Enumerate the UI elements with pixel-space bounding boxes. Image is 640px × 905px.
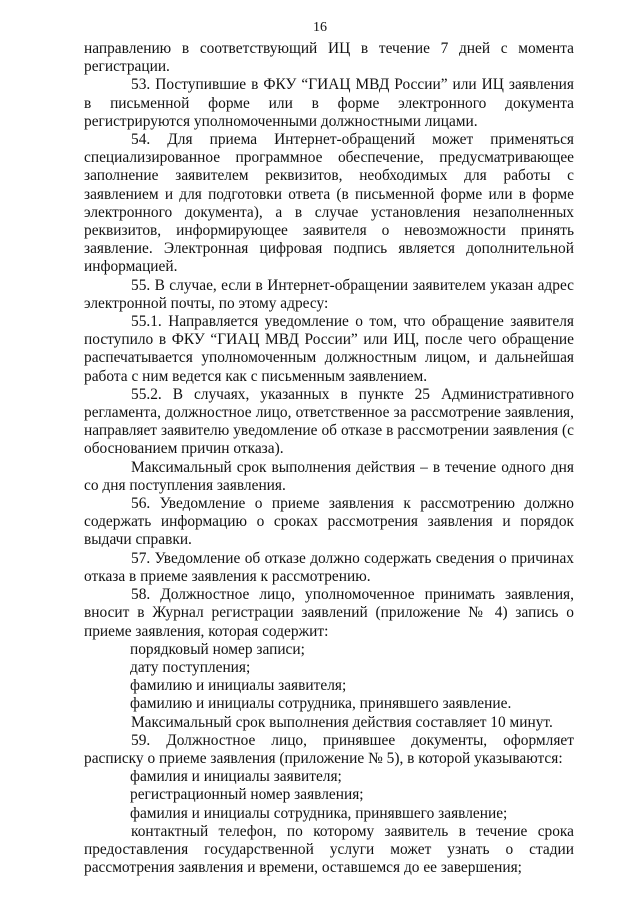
list-item: дату поступления; (130, 658, 251, 676)
list-item: порядковый номер записи; (130, 640, 305, 658)
paragraph: 55. В случае, если в Интернет-обращении заявителем указан адрес электронной почты, по этому адресу: (84, 276, 574, 312)
page-number: 16 (313, 20, 327, 35)
list-item: фамилия и инициалы заявителя; (130, 768, 342, 786)
document-body (84, 40, 574, 877)
paragraph: 55.2. В случаях, указанных в пункте 25 Административного регламента, должностное лицо, ответственное за рассмотрение заявления, направляет заявителю уведомление об отказе в рассмотрении заявления (с обоснованием причин отказа). (84, 385, 574, 458)
paragraph: 55.1. Направляется уведомление о том, что обращение заявителя поступило в ФКУ “ГИАЦ МВД России” или ИЦ, после чего обращение распечатывается уполномоченным должностным лицом, и дальнейшая работа с ним ведется как с письменным заявлением. (84, 313, 574, 385)
paragraph: 53. Поступившие в ФКУ “ГИАЦ МВД России” или ИЦ заявления в письменной форме или в форме электронного документа регистрируются уполномоченными должностными лицами. (84, 76, 574, 130)
paragraph: Максимальный срок выполнения действия составляет 10 минут. (131, 713, 553, 731)
list-item: регистрационный номер заявления; (130, 786, 364, 804)
paragraph: направлению в соответствующий ИЦ в течение 7 дней с момента регистрации. (84, 40, 574, 76)
paragraph: Максимальный срок выполнения действия – в течение одного дня со дня поступления заявления. (84, 458, 574, 494)
list-item: фамилию и инициалы заявителя; (130, 677, 347, 695)
paragraph: 54. Для приема Интернет-обращений может применяться специализированное программное обеспечение, предусматривающее заполнение заявителем реквизитов, необходимых для работы с заявлением и для подготовки ответа (в письменной форме или в форме электронного документа), а в случае установления незаполненных реквизитов, информирующее заявителя о невозможности принять заявление. Электронная цифровая подпись является дополнительной информацией. (84, 131, 574, 276)
list-item: фамилию и инициалы сотрудника, принявшего заявление. (130, 695, 512, 713)
paragraph: 58. Должностное лицо, уполномоченное принимать заявления, вносит в Журнал регистрации заявлений (приложение № 4) запись о приеме заявления, которая содержит: (84, 586, 574, 640)
paragraph: 57. Уведомление об отказе должно содержать сведения о причинах отказа в приеме заявления к рассмотрению. (84, 549, 574, 585)
paragraph: контактный телефон, по которому заявитель в течение срока предоставления государственной услуги может узнать о стадии рассмотрения заявления и времени, оставшемся до ее завершения; (84, 822, 574, 877)
list-item: фамилия и инициалы сотрудника, принявшего заявление; (130, 804, 508, 822)
paragraph: 56. Уведомление о приеме заявления к рассмотрению должно содержать информацию о сроках рассмотрения заявления и порядок выдачи справки. (84, 495, 574, 549)
paragraph: 59. Должностное лицо, принявшее документы, оформляет расписку о приеме заявления (приложение № 5), в которой указываются: (84, 731, 574, 767)
